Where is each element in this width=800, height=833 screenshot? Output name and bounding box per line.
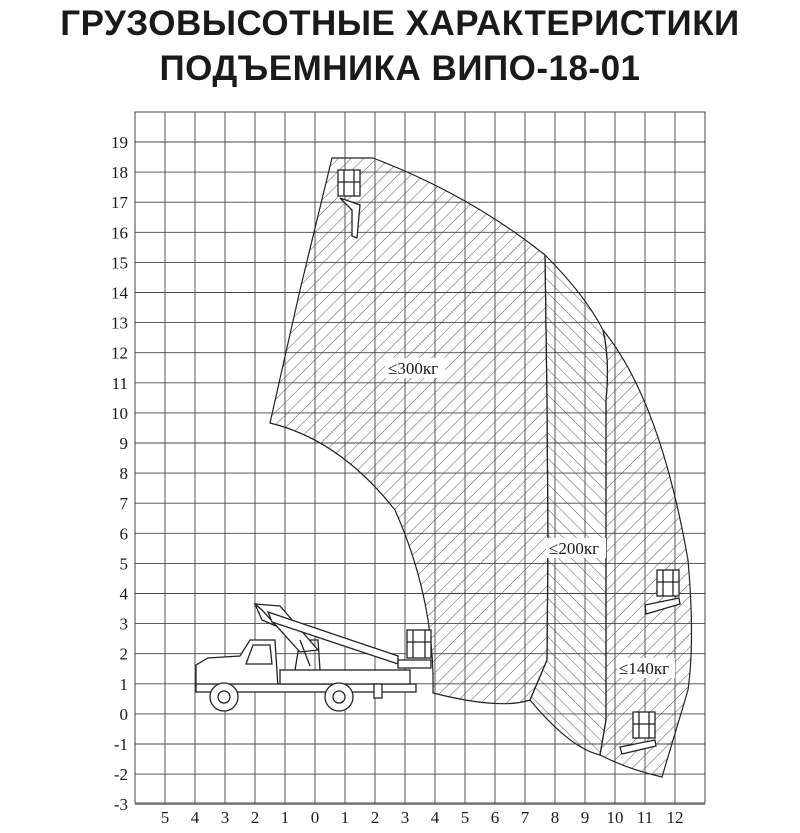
x-axis-ticks	[161, 808, 684, 827]
y-tick-label: 1	[119, 674, 128, 694]
x-tick-label: 3	[400, 808, 410, 827]
y-tick-label: 3	[119, 614, 128, 634]
y-tick-label: 18	[111, 163, 128, 183]
y-tick-label: 15	[111, 253, 128, 273]
y-tick-label: 2	[119, 644, 128, 664]
y-tick-label: 9	[119, 434, 128, 453]
x-tick-label: 4	[190, 808, 200, 827]
y-tick-label: 0	[119, 704, 128, 724]
x-tick-label: 11	[636, 808, 654, 827]
title-line-2: ПОДЪЕМНИКА ВИПО-18-01	[159, 49, 641, 88]
y-tick-label: 17	[111, 193, 128, 213]
x-tick-label: 1	[340, 808, 350, 827]
zone-140-area	[600, 330, 692, 777]
y-tick-label: -3	[113, 795, 128, 815]
y-tick-label: 5	[119, 554, 128, 574]
y-tick-label: 12	[111, 343, 128, 363]
zone-300-label: ≤300кг	[388, 359, 439, 378]
y-tick-label: 10	[111, 403, 128, 423]
y-tick-label: 6	[119, 524, 128, 544]
x-tick-label: 4	[430, 808, 440, 827]
x-tick-label: 12	[666, 808, 684, 827]
x-tick-label: 2	[370, 808, 380, 827]
y-tick-label: 11	[111, 373, 128, 393]
basket-icon	[398, 630, 431, 668]
y-axis-ticks	[111, 133, 129, 814]
zone-300-area	[270, 158, 548, 704]
x-tick-label: 1	[280, 808, 290, 827]
x-tick-label: 5	[460, 808, 470, 827]
x-tick-label: 9	[580, 808, 590, 827]
y-tick-label: 8	[119, 464, 128, 484]
zone-140-label: ≤140кг	[619, 659, 670, 678]
y-tick-label: 16	[111, 223, 128, 243]
x-tick-label: 2	[250, 808, 260, 827]
y-tick-label: -1	[113, 735, 128, 754]
title-line-1: ГРУЗОВЫСОТНЫЕ ХАРАКТЕРИСТИКИ	[60, 4, 740, 43]
y-tick-label: 19	[111, 133, 128, 152]
y-tick-label: 14	[111, 283, 128, 303]
x-tick-label: 6	[490, 808, 500, 827]
x-tick-label: 3	[220, 808, 230, 827]
x-tick-label: 7	[520, 808, 530, 827]
y-tick-label: -2	[113, 765, 128, 785]
x-tick-label: 0	[310, 808, 320, 827]
zone-200-label: ≤200кг	[549, 539, 600, 558]
y-tick-label: 4	[119, 584, 128, 604]
x-tick-label: 8	[550, 808, 560, 827]
x-tick-label: 10	[606, 808, 624, 827]
x-tick-label: 5	[160, 808, 170, 827]
y-tick-label: 13	[111, 313, 128, 333]
y-tick-label: 7	[119, 494, 128, 514]
